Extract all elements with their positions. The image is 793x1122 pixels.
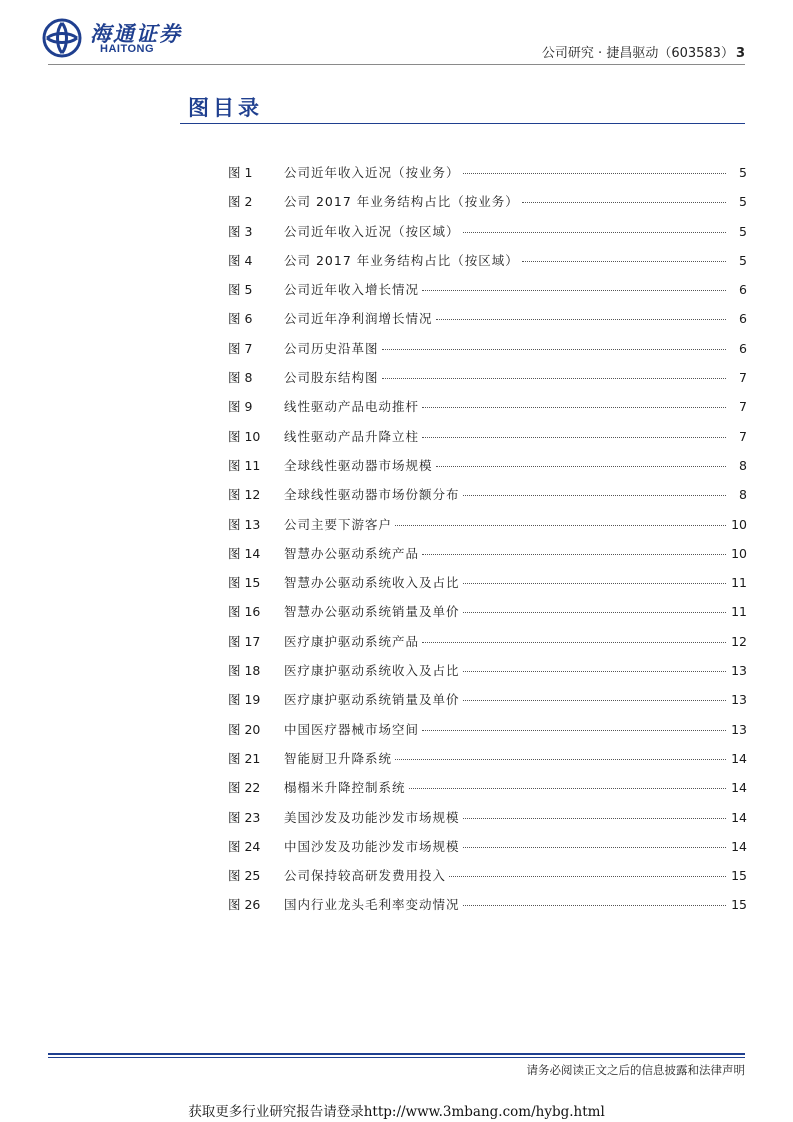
toc-heading-underline	[180, 123, 745, 124]
figure-page-number: 14	[731, 809, 747, 825]
toc-entry[interactable]	[228, 427, 747, 456]
figure-number: 图 13	[228, 516, 261, 532]
figure-page-number: 13	[731, 692, 747, 708]
dot-leader	[463, 495, 726, 496]
toc-entry[interactable]	[228, 368, 747, 397]
figure-number: 图 7	[228, 340, 253, 356]
logo-english-name: HAITONG	[100, 43, 155, 55]
figure-title: 榻榻米升降控制系统	[284, 780, 406, 796]
figure-page-number: 7	[739, 370, 747, 386]
figure-title: 公司 2017 年业务结构占比（按业务）	[284, 194, 519, 210]
figure-title: 智慧办公驱动系统收入及占比	[284, 575, 460, 591]
company-logo	[42, 16, 192, 60]
header-divider	[48, 64, 745, 65]
dot-leader	[436, 319, 726, 320]
toc-entry[interactable]	[228, 544, 747, 573]
toc-entry[interactable]	[228, 163, 747, 192]
figure-number: 图 16	[228, 604, 261, 620]
figure-title: 医疗康护驱动系统产品	[284, 633, 420, 649]
figure-title: 智慧办公驱动系统产品	[284, 545, 420, 561]
toc-entry[interactable]	[228, 837, 747, 866]
toc-entry[interactable]	[228, 397, 747, 426]
toc-entry[interactable]	[228, 339, 747, 368]
figure-page-number: 15	[731, 868, 747, 884]
dot-leader	[463, 173, 726, 174]
promo-link[interactable]: 获取更多行业研究报告请登录http://www.3mbang.com/hybg.html	[188, 1104, 605, 1120]
figure-number: 图 12	[228, 487, 261, 503]
figure-number: 图 5	[228, 282, 253, 298]
dot-leader	[422, 642, 726, 643]
dot-leader	[449, 876, 726, 877]
figure-title: 公司近年收入增长情况	[284, 282, 420, 298]
page-number: 3	[735, 46, 745, 61]
figure-title: 中国医疗器械市场空间	[284, 721, 420, 737]
footer-divider-thin	[48, 1057, 745, 1058]
figure-title: 智慧办公驱动系统销量及单价	[284, 604, 460, 620]
figure-number: 图 9	[228, 399, 253, 415]
toc-entry[interactable]	[228, 251, 747, 280]
figure-number: 图 23	[228, 809, 261, 825]
dot-leader	[463, 700, 726, 701]
toc-entry[interactable]	[228, 602, 747, 631]
figure-number: 图 1	[228, 165, 253, 180]
figure-title: 公司主要下游客户	[284, 516, 393, 532]
dot-leader	[422, 730, 726, 731]
document-reference: 公司研究 · 捷昌驱动（603583）	[541, 46, 734, 61]
dot-leader	[522, 202, 726, 203]
figure-title: 公司近年收入近况（按区域）	[284, 223, 460, 239]
figure-number: 图 17	[228, 633, 261, 649]
figure-number: 图 22	[228, 780, 261, 796]
figure-title: 公司历史沿革图	[284, 340, 379, 356]
figure-number: 图 10	[228, 428, 261, 444]
dot-leader	[463, 905, 726, 906]
figure-title: 公司近年净利润增长情况	[284, 311, 433, 327]
footer-divider	[48, 1053, 745, 1055]
toc-entry[interactable]	[228, 632, 747, 661]
figure-title: 中国沙发及功能沙发市场规模	[284, 838, 460, 854]
figure-number: 图 19	[228, 692, 261, 708]
figure-title: 公司股东结构图	[284, 370, 379, 386]
figure-title: 智能厨卫升降系统	[284, 750, 393, 766]
figure-number: 图 18	[228, 663, 261, 679]
figure-page-number: 8	[739, 487, 747, 503]
logo-chinese-name: 海通证券	[90, 21, 182, 46]
figure-page-number: 14	[731, 838, 747, 854]
toc-heading: 图目录	[188, 95, 263, 120]
figure-page-number: 14	[731, 750, 747, 766]
figure-number: 图 11	[228, 457, 261, 473]
toc-entry[interactable]	[228, 280, 747, 309]
figure-title: 医疗康护驱动系统销量及单价	[284, 692, 460, 708]
figure-page-number: 7	[739, 399, 747, 415]
dot-leader	[463, 612, 726, 613]
dot-leader	[522, 261, 726, 262]
toc-entry[interactable]	[228, 720, 747, 749]
figure-page-number: 6	[739, 282, 747, 298]
figure-title: 美国沙发及功能沙发市场规模	[284, 809, 460, 825]
figure-number: 图 8	[228, 370, 253, 386]
dot-leader	[382, 378, 726, 379]
dot-leader	[422, 437, 726, 438]
toc-entry[interactable]	[228, 778, 747, 807]
figure-title: 公司保持较高研发费用投入	[284, 868, 447, 884]
toc-entry[interactable]	[228, 309, 747, 338]
figure-title: 公司近年收入近况（按业务）	[284, 165, 460, 180]
dot-leader	[463, 232, 726, 233]
toc-entry[interactable]	[228, 866, 747, 895]
figure-title: 医疗康护驱动系统收入及占比	[284, 663, 460, 679]
running-header	[542, 42, 745, 61]
dot-leader	[422, 290, 726, 291]
figure-number: 图 25	[228, 868, 261, 884]
dot-leader	[395, 759, 726, 760]
figure-number: 图 6	[228, 311, 253, 327]
dot-leader	[422, 554, 726, 555]
toc-entry[interactable]	[228, 895, 747, 924]
toc-entry[interactable]	[228, 222, 747, 251]
figure-page-number: 5	[739, 165, 747, 180]
figure-title: 公司 2017 年业务结构占比（按区域）	[284, 252, 519, 268]
figure-title: 线性驱动产品升降立柱	[284, 428, 420, 444]
figure-page-number: 12	[731, 633, 747, 649]
toc-entry[interactable]	[228, 573, 747, 602]
toc-entry[interactable]	[228, 515, 747, 544]
figure-number: 图 3	[228, 223, 253, 239]
figure-title: 全球线性驱动器市场规模	[284, 457, 433, 473]
figure-title: 国内行业龙头毛利率变动情况	[284, 897, 460, 913]
toc-entry[interactable]	[228, 192, 747, 221]
dot-leader	[463, 847, 726, 848]
legal-disclaimer: 请务必阅读正文之后的信息披露和法律声明	[526, 1063, 745, 1077]
figure-page-number: 13	[731, 721, 747, 737]
dot-leader	[463, 671, 726, 672]
dot-leader	[422, 407, 726, 408]
figure-number: 图 21	[228, 750, 261, 766]
figure-page-number: 10	[731, 545, 747, 561]
toc-entry[interactable]	[228, 456, 747, 485]
figure-page-number: 6	[739, 340, 747, 356]
figure-number: 图 26	[228, 897, 261, 913]
dot-leader	[395, 525, 726, 526]
figure-page-number: 5	[739, 223, 747, 239]
figure-page-number: 11	[731, 604, 747, 620]
figure-title: 全球线性驱动器市场份额分布	[284, 487, 460, 503]
figure-page-number: 5	[739, 252, 747, 268]
figure-number: 图 4	[228, 252, 253, 268]
toc-entry[interactable]	[228, 690, 747, 719]
figure-page-number: 7	[739, 428, 747, 444]
figure-number: 图 24	[228, 838, 261, 854]
toc-entry[interactable]	[228, 808, 747, 837]
toc-entry[interactable]	[228, 661, 747, 690]
figure-page-number: 15	[731, 897, 747, 913]
toc-entry[interactable]	[228, 485, 747, 514]
dot-leader	[436, 466, 726, 467]
figure-page-number: 6	[739, 311, 747, 327]
dot-leader	[463, 818, 726, 819]
figure-number: 图 20	[228, 721, 261, 737]
figure-title: 线性驱动产品电动推杆	[284, 399, 420, 415]
dot-leader	[463, 583, 726, 584]
toc-entry[interactable]	[228, 749, 747, 778]
figure-page-number: 14	[731, 780, 747, 796]
dot-leader	[382, 349, 726, 350]
haitong-logo-icon	[42, 18, 82, 58]
figure-page-number: 8	[739, 457, 747, 473]
figure-page-number: 10	[731, 516, 747, 532]
dot-leader	[409, 788, 726, 789]
figure-page-number: 13	[731, 663, 747, 679]
figure-number: 图 14	[228, 545, 261, 561]
figure-page-number: 11	[731, 575, 747, 591]
figure-list	[228, 163, 747, 925]
figure-number: 图 2	[228, 194, 253, 210]
figure-number: 图 15	[228, 575, 261, 591]
figure-page-number: 5	[739, 194, 747, 210]
